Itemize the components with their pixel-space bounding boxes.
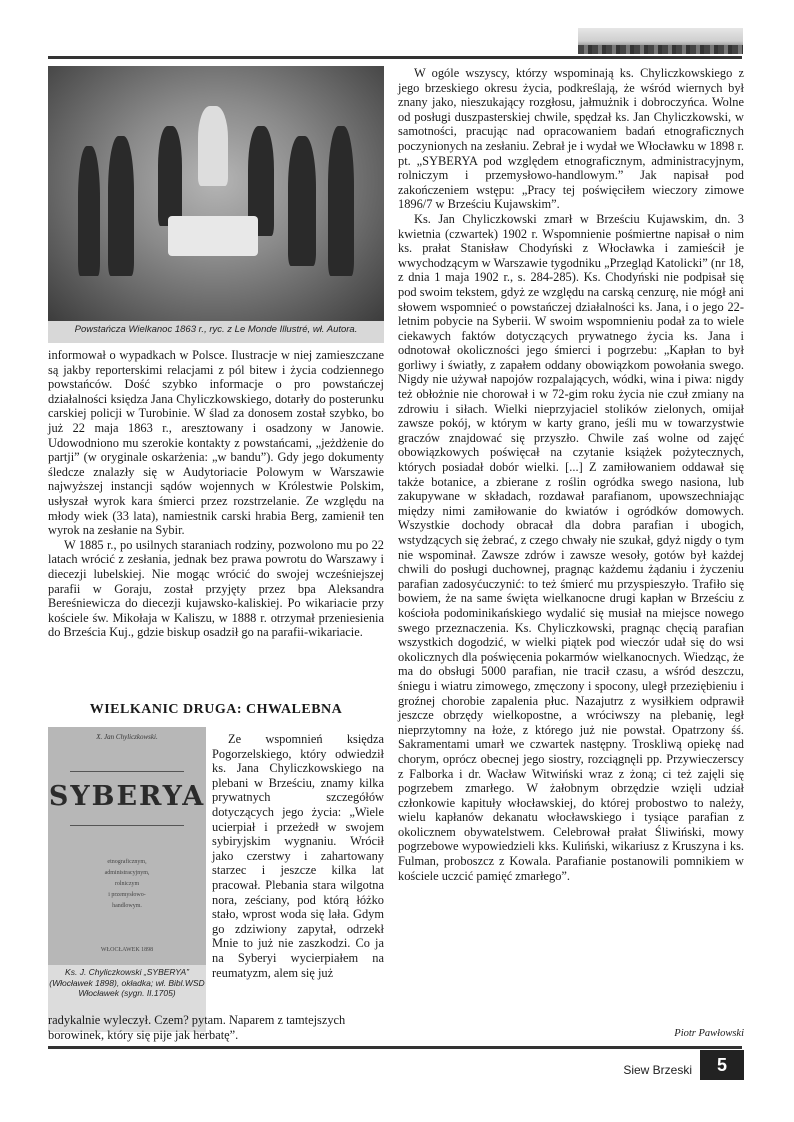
paragraph: informował o wypadkach w Polsce. Ilustracje w niej zamieszczane są jakby reporterskimi relacjami z pól bitew i życia codziennego powstańców. Dość szybko informacje o pro powstańczej działalności księdza Jana Chyliczkowskiego, dotarły do posterunku carskiej policji w Turobinie. W ślad za donosem został szybko, bo już 22 maja 1863 r., aresztowany i osadzony w Janowie. Udowodniono mu szerokie kontakty z powstańcami, „jeżdżenie do partji” (w oryginale oskarżenia: „w bandu”). Gdy jego dokumenty śledcze znalazły się w Audytoriacie Polowym w Warszawie najwyższej instancji sądów wojennych w Królestwie Polskim, usłyszał wyrok kara śmierci przez rozstrzelanie. Ze względu na młody wiek (33 lata), namiestnik carski hrabia Berg, zamienił ten wyrok na zesłanie na Sybir. bbox=[48, 348, 384, 538]
book-rule bbox=[70, 825, 184, 826]
figure-caption: Powstańcza Wielkanoc 1863 r., ryc. z Le Monde Illustré, wł. Autora. bbox=[74, 324, 358, 335]
book-rule bbox=[70, 771, 184, 772]
paragraph: W ogóle wszyscy, którzy wspominają ks. Chyliczkowskiego z jego brzeskiego okresu życia, podkreślają, że wśród wiernych był znany jako, nieszukający rozgłosu, jałmużnik i dobroczyńca. Wolne od posługi duszpasterskiej chwile, spędzał ks. Jan Chyliczkowski, w samotności, pracując nad opracowaniem badań etnograficznych poczynionych na zesłaniu. Zebrał je i wydał we Włocławku w 1898 r. pt. „SYBERYA pod względem etnograficznym, administracyjnym, rolniczym i przemysłowo-handlowym.” Jak napisał pod zakończeniem wstępu: „Pracy tej poświęciłem wieczory zimowe 1896/7 w Brześciu Kujawskim”. bbox=[398, 66, 744, 212]
page-number: 5 bbox=[700, 1050, 744, 1080]
header-photo-strip bbox=[578, 28, 743, 54]
book-title: SYBERYA bbox=[48, 781, 206, 812]
bottom-text: radykalnie wyleczył. Czem? pytam. Naparem z tamtejszych borowinek, który się pije jak herbatę”. bbox=[48, 1013, 346, 1042]
author-signature: Piotr Pawłowski bbox=[674, 1028, 744, 1039]
figure-book-cover bbox=[48, 727, 206, 1032]
book-author: X. Jan Chyliczkowski. bbox=[96, 733, 158, 741]
book-subtitle: etnograficznym, administracyjnym, rolniczym i przemysłowo- handlowym. bbox=[104, 859, 150, 909]
book-cover-image bbox=[48, 727, 206, 965]
right-column-text bbox=[398, 66, 744, 883]
book-footer: WŁOCŁAWEK 1898 bbox=[100, 947, 154, 953]
section-heading: WIELKANIC DRUGA: CHWALEBNA bbox=[89, 702, 343, 717]
paragraph: Ks. Jan Chyliczkowski zmarł w Brześciu Kujawskim, dn. 3 kwietnia (czwartek) 1902 r. Wspomnienie pośmiertne napisał o nim ks. prałat Stanisław Chodyński z Włocławka i zamieścił je wwychodzącym w Warszawie tygodniku „Przegląd Katolicki” (nr 18, z dnia 1 maja 1902 r., s. 284-285). Ks. Chodyński nie podpisał się pod swoim tekstem, gdyż ze względu na carską cenzurę, nie mógł ani słowem wspomnieć o powstańczej działalności ks. Jana, i o jego 22-letnim pobycie na Syberii. W swoim wspomnieniu podał za to wiele ciekawych faktów dotyczących prywatnego życia ks. Jana i odnotował okoliczności jego śmierci i pogrzebu: „Kapłan to był gorliwy i światły, z zapałem oddany obowiązkom powołania swego. Nigdy nie używał napojów rozpalających, wódki, wina i piwa: nigdy też obłożnie nie chorował i w 72-gim roku życia nie czuł zmiany na zdrowiu i siłach. Wielki nieprzyjaciel stolików zielonych, omijał zawsze pokój, w którym w karty grano, jeśli mu w towarzystwie graczów znajdować się przyszło. Chwile zaś wolne od zajęć obowiązkowych poświęcał na czytanie książek pożytecznych, których posiadał dobór wielki. [...] Z zamiłowaniem oddawał się także botanice, a zbierane z roślin ogródka swego nasiona, lub zakupywane w składach, rozdawał parafianom, upowszechniając między nimi zamiłowanie do kwiatów i ogródków domowych. Wszystkie dochody obracał dla dobra parafian i ubogich, wstydzących się żebrać, z czego chwały nie szukał, gdyż nigdy o tym nie wspominał. Zawsze zdrów i zawsze wesoły, gotów był każdej chwili do posługi duchownej, pragnąc każdemu żądaniu i życzeniu parafian zadosyćuczynić: to też śmierć mu przyspieszyło. Trafiło się bowiem, że na same święta wielkanocne drugi kapłan w Brześciu z kościoła podominikańskiego wydalić się musiał na miejsce nowego swego przeznaczenia. Ks. Chyliczkowski, pragnąc chęcią parafian wszystkich dogodzić, w wielki piątek pod wieczór udał się do wsi okolicznych dla poświęcenia pokarmów wielkanocnych. Wiedząc, że ma do obsługi 5000 parafian, nie tracił czasu, a wśród deszczu, śniegu i wiatru zimowego, zmęczony i spocony, uległ przeziębieniu i groźnej chorobie zapalenia płuc. Nazajutrz z wysiłkiem odprawił jeszcze obrzędy wielkopostne, a wróciwszy na plebanię, legł nieprzytomny na łoże, z którego już nie powstał. Opatrzony śś. Sakramentami umarł we czwartek następny. Troskliwą opiekę nad chorym, oprócz obecnej jego siostry, rozciągnęli pp. Przywieczerscy z Falborka i dr. Wacław Witwiński wraz z żoną; ci też zajęli się pogrzebem zmarłego. W żałobnym obrzędzie wzięli udział członkowie kapituły włocławskiej, do której probostwo to należy, wielu kapłanów dekanatu włocławskiego i tysiące parafian z okolicznem obywatelstwem. Celebrował prałat Śliwiński, mowy pogrzebowe wypowiedzieli kks. Kuliński, wikariusz z Kruszyna i ks. Fulman, proboszcz z Kowala. Parafianie postanowili pomnikiem w kościele uczcić pamięć zmarłego”. bbox=[398, 211, 744, 883]
illustration-image bbox=[48, 66, 384, 321]
paragraph: Ze wspomnień księdza Pogorzelskiego, który odwiedził ks. Jana Chyliczkowskiego na plebani w Brześciu, znamy kilka prywatnych szczegółów dotyczących jego życia: „Wiele ucierpiał i przeżedł w swojem sybiryjskim wygnaniu. Wrócił jako czerstwy i zahartowany starzec i jeszcze kilka lat pracował. Plebania stara wilgotna nora, ześciany, pod którą łóżko stało, wprost woda się lała. Gdym go zdziwiony zapytał, odrzekł Mnie to już nie zaszkodzi. Co ja na Syberyi wycierpiałem na reumatyzm, alem się już bbox=[212, 732, 384, 980]
figure-caption: Ks. J. Chyliczkowski „SYBERYA” (Włocławek 1898), okładka; wł. Bibl.WSD Włocławek (sygn. II.1705) bbox=[49, 967, 205, 998]
footer-rule bbox=[48, 1046, 742, 1049]
figure-easter-1863 bbox=[48, 66, 384, 343]
wrapped-text bbox=[212, 732, 384, 980]
header-rule bbox=[48, 56, 742, 59]
left-column-text bbox=[48, 348, 384, 640]
paragraph: W 1885 r., po usilnych staraniach rodziny, pozwolono mu po 22 latach wrócić z zesłania, jednak bez prawa powrotu do Warszawy i diecezji lubelskiej. Nie mogąc wrócić do swojej wcześniejszej parafii w Goraju, został przyjęty przez bpa Aleksandra Bereśniewicza do diecezji kujawsko-kaliskiej. Po wikariacie przy kościele św. Mikołaja w Kaliszu, w 1888 r. otrzymał przeniesienia do Brześcia Kuj., gdzie biskup osadził go na parafii-wikariacie. bbox=[48, 537, 384, 640]
publication-name: Siew Brzeski bbox=[623, 1063, 692, 1077]
